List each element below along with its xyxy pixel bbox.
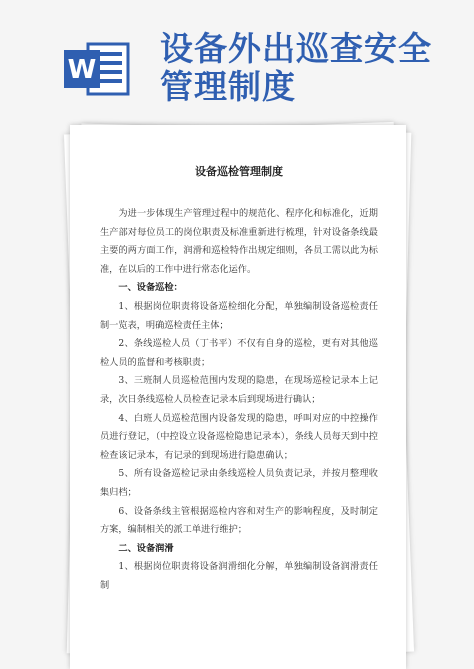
intro-paragraph: 为进一步体现生产管理过程中的规范化、程序化和标准化，近期生产部对每位员工的岗位职责及标准重新进行梳理，针对设备条线最主要的两方面工作，润滑和巡检特作出规定细则，各员工需以此为标准，在以后的工作中进行常态化运作。 — [100, 208, 378, 275]
list-item: 5、所有设备巡检记录由条线巡检人员负责记录，并按月整理收集归档； — [100, 468, 378, 498]
banner-title: 设备外出巡查安全管理制度 — [160, 29, 432, 106]
word-icon-letter: W — [67, 55, 97, 85]
list-item: 2、条线巡检人员（丁书平）不仅有自身的巡检，更有对其他巡检人员的监督和考核职责； — [100, 338, 378, 368]
banner — [0, 0, 474, 120]
section-heading-lubrication: 二、设备润滑 — [118, 542, 174, 554]
list-item: 1、根据岗位职责将设备巡检细化分配，单独编制设备巡检责任制一览表，明确巡检责任主体； — [100, 300, 378, 331]
document-heading: 设备巡检管理制度 — [195, 165, 283, 178]
list-item: 3、三班制人员巡检范围内发现的隐患，在现场巡检记录本上记录，次日条线巡检人员检查记录本后到现场进行确认； — [100, 375, 378, 405]
document-page — [70, 125, 406, 669]
list-item: 6、设备条线主管根据巡检内容和对生产的影响程度，及时制定方案，编制相关的派工单进行维护； — [100, 505, 378, 536]
list-item: 1、根据岗位职责将设备润滑细化分解，单独编制设备润滑责任制 — [100, 561, 378, 591]
list-item: 4、白班人员巡检范围内设备发现的隐患，呼叫对应的中控操作员进行登记，（中控设立设备巡检隐患记录本），条线人员每天到中控检查该记录本，有记录的到现场进行隐患确认； — [100, 412, 378, 461]
word-icon — [62, 38, 132, 100]
section-heading-inspection: 一、设备巡检： — [118, 282, 183, 294]
